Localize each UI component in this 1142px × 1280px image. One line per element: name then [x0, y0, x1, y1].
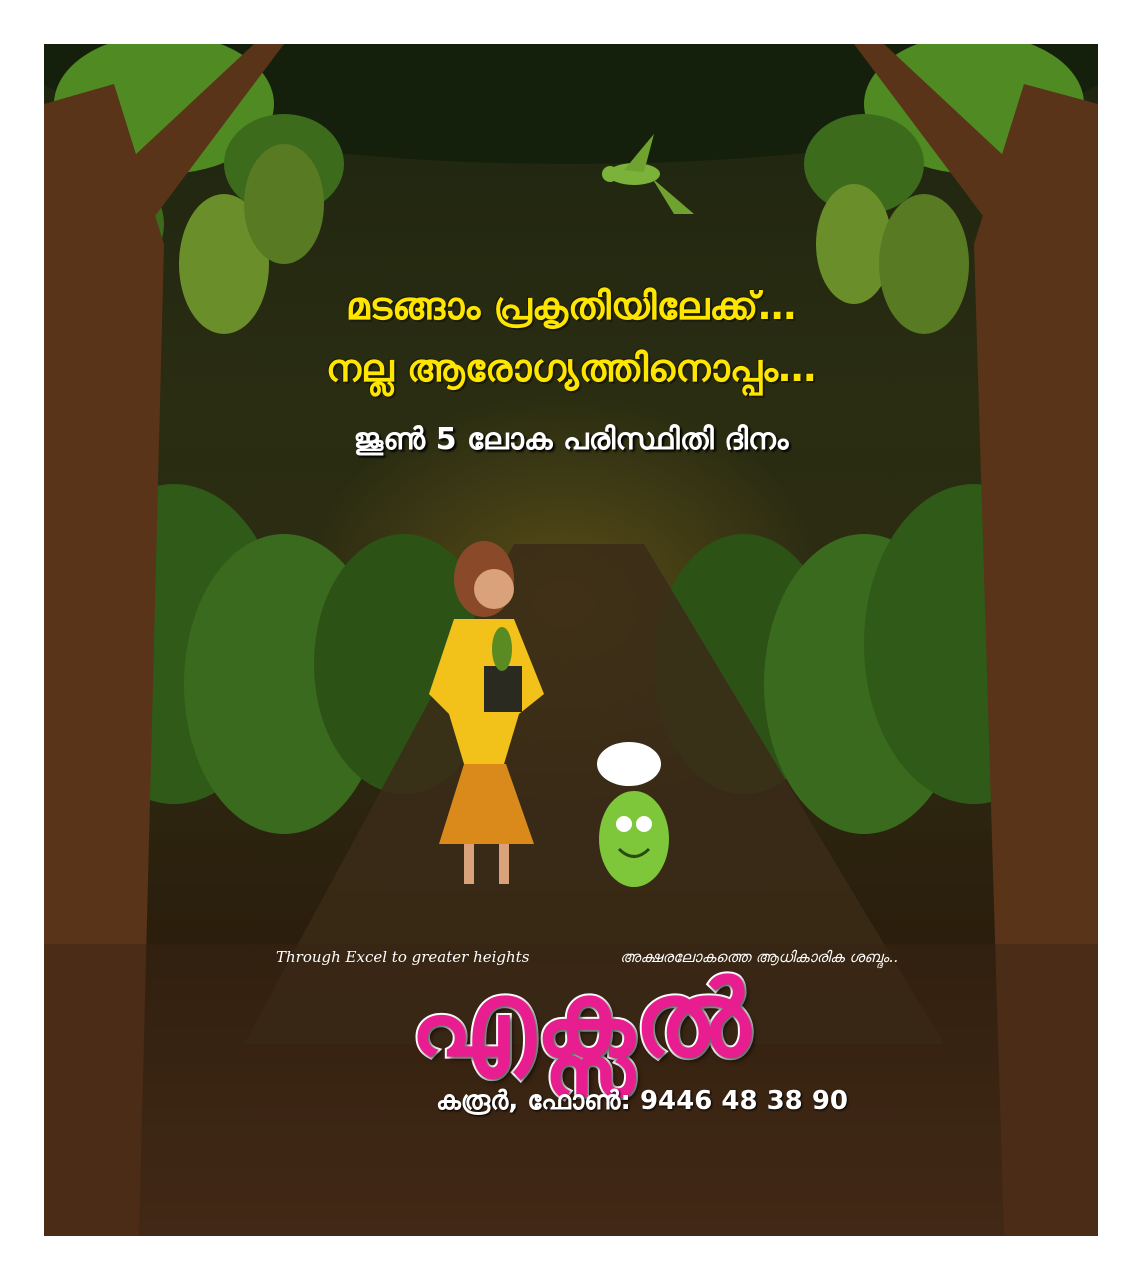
- event-subtitle: ജൂൺ 5 ലോക പരിസ്ഥിതി ദിനം: [353, 422, 789, 457]
- jackfruit-icon: [244, 144, 324, 264]
- brand-tagline-malayalam: അക്ഷരലോകത്തെ ആധികാരിക ശബ്ദം..: [620, 948, 899, 966]
- brand-tagline-english: Through Excel to greater heights: [276, 948, 530, 966]
- brand-name: എക്സൽ: [409, 958, 751, 1080]
- poster-frame: [44, 44, 1098, 1236]
- headline-line-1: മടങ്ങാം പ്രകൃതിയിലേക്ക്…: [345, 284, 797, 328]
- headline-line-2: നല്ല ആരോഗ്യത്തിനൊപ്പം…: [325, 346, 817, 390]
- mango-mascot-icon: [597, 742, 669, 887]
- contact-info: കരൂർ, ഫോൺ: 9446 48 38 90: [436, 1086, 849, 1116]
